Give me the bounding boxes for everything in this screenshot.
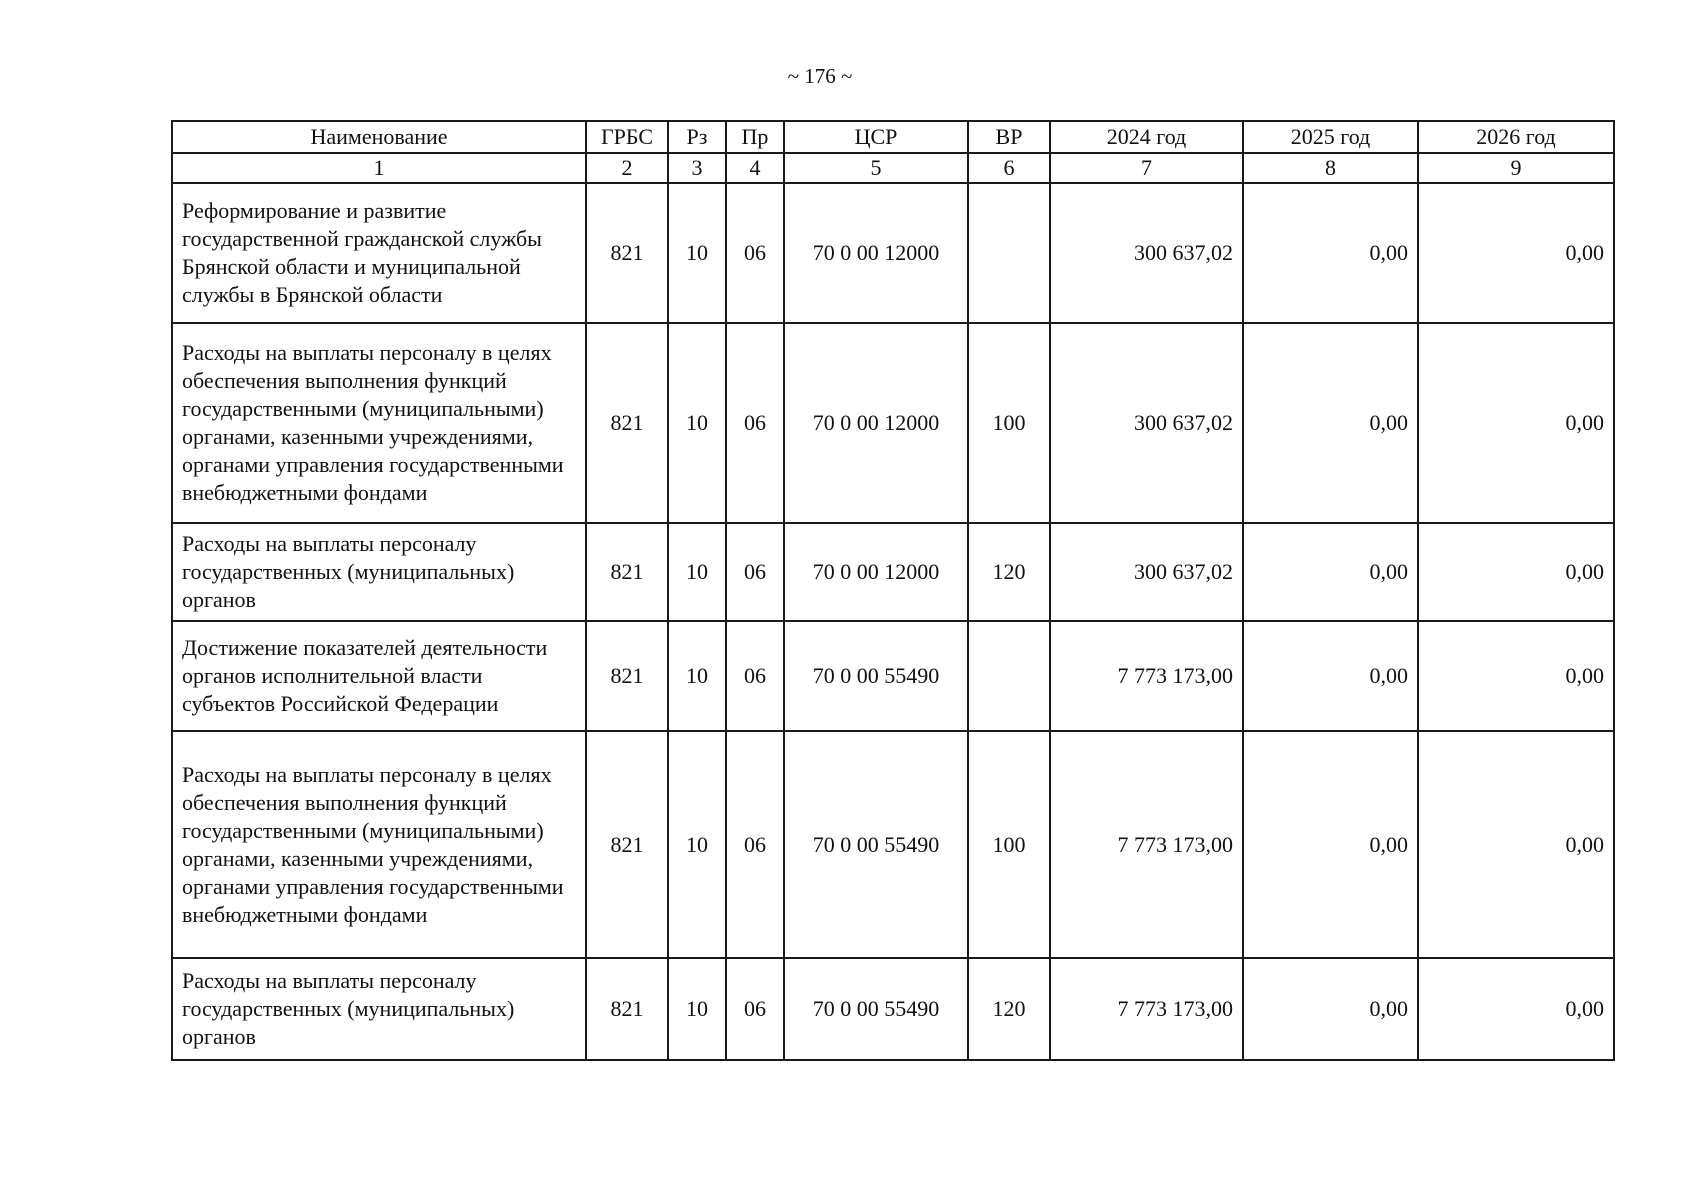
row-csr: 70 0 00 12000 [784,323,968,523]
row-rz: 10 [668,958,726,1060]
table-row [172,523,1614,621]
row-grbs: 821 [586,523,668,621]
row-rz: 10 [668,621,726,731]
row-grbs: 821 [586,958,668,1060]
column-header-2024: 2024 год [1050,121,1243,153]
row-pr: 06 [726,621,784,731]
row-name: Расходы на выплаты персоналу государственных (муниципальных) органов [172,523,586,621]
row-rz: 10 [668,323,726,523]
column-number: 6 [968,153,1050,183]
row-name: Расходы на выплаты персоналу в целях обеспечения выполнения функций государственными (муниципальными) органами, казенными учреждениями, органами управления государственными внебюджетными фондами [172,323,586,523]
row-rz: 10 [668,523,726,621]
row-amount-2025: 0,00 [1243,621,1418,731]
row-amount-2025: 0,00 [1243,731,1418,958]
row-pr: 06 [726,958,784,1060]
table-row [172,958,1614,1060]
row-rz: 10 [668,731,726,958]
table-row [172,183,1614,323]
row-pr: 06 [726,731,784,958]
row-pr: 06 [726,183,784,323]
row-grbs: 821 [586,183,668,323]
row-amount-2026: 0,00 [1418,621,1614,731]
column-number: 1 [172,153,586,183]
row-amount-2026: 0,00 [1418,523,1614,621]
row-csr: 70 0 00 12000 [784,523,968,621]
row-amount-2024: 300 637,02 [1050,183,1243,323]
row-vr [968,621,1050,731]
row-amount-2025: 0,00 [1243,523,1418,621]
row-grbs: 821 [586,731,668,958]
row-amount-2025: 0,00 [1243,323,1418,523]
column-number-row [172,153,1614,183]
column-header-grbs: ГРБС [586,121,668,153]
row-name: Расходы на выплаты персоналу в целях обеспечения выполнения функций государственными (муниципальными) органами, казенными учреждениями, органами управления государственными внебюджетными фондами [172,731,586,958]
table-row [172,621,1614,731]
table-row [172,731,1614,958]
row-vr: 120 [968,958,1050,1060]
budget-table [171,120,1615,1061]
column-number: 9 [1418,153,1614,183]
column-number: 7 [1050,153,1243,183]
row-pr: 06 [726,323,784,523]
row-amount-2026: 0,00 [1418,958,1614,1060]
row-name: Расходы на выплаты персоналу государственных (муниципальных) органов [172,958,586,1060]
column-header-rz: Рз [668,121,726,153]
row-amount-2024: 7 773 173,00 [1050,958,1243,1060]
row-vr: 120 [968,523,1050,621]
row-vr: 100 [968,731,1050,958]
row-grbs: 821 [586,323,668,523]
row-amount-2025: 0,00 [1243,958,1418,1060]
row-amount-2026: 0,00 [1418,183,1614,323]
table-row [172,323,1614,523]
column-number: 8 [1243,153,1418,183]
column-header-name: Наименование [172,121,586,153]
column-number: 3 [668,153,726,183]
row-pr: 06 [726,523,784,621]
row-amount-2024: 300 637,02 [1050,323,1243,523]
column-header-2026: 2026 год [1418,121,1614,153]
row-grbs: 821 [586,621,668,731]
row-amount-2024: 7 773 173,00 [1050,621,1243,731]
row-vr [968,183,1050,323]
row-amount-2025: 0,00 [1243,183,1418,323]
table-header-row [172,121,1614,153]
row-csr: 70 0 00 55490 [784,958,968,1060]
column-header-2025: 2025 год [1243,121,1418,153]
row-amount-2024: 7 773 173,00 [1050,731,1243,958]
row-amount-2024: 300 637,02 [1050,523,1243,621]
column-number: 4 [726,153,784,183]
row-vr: 100 [968,323,1050,523]
row-amount-2026: 0,00 [1418,731,1614,958]
column-header-pr: Пр [726,121,784,153]
column-header-vr: ВР [968,121,1050,153]
page-number: ~ 176 ~ [787,64,853,88]
row-amount-2026: 0,00 [1418,323,1614,523]
row-csr: 70 0 00 12000 [784,183,968,323]
row-name: Достижение показателей деятельности органов исполнительной власти субъектов Российской Федерации [172,621,586,731]
row-csr: 70 0 00 55490 [784,731,968,958]
column-number: 5 [784,153,968,183]
column-number: 2 [586,153,668,183]
row-csr: 70 0 00 55490 [784,621,968,731]
column-header-csr: ЦСР [784,121,968,153]
row-name: Реформирование и развитие государственной гражданской службы Брянской области и муниципальной службы в Брянской области [172,183,586,323]
row-rz: 10 [668,183,726,323]
